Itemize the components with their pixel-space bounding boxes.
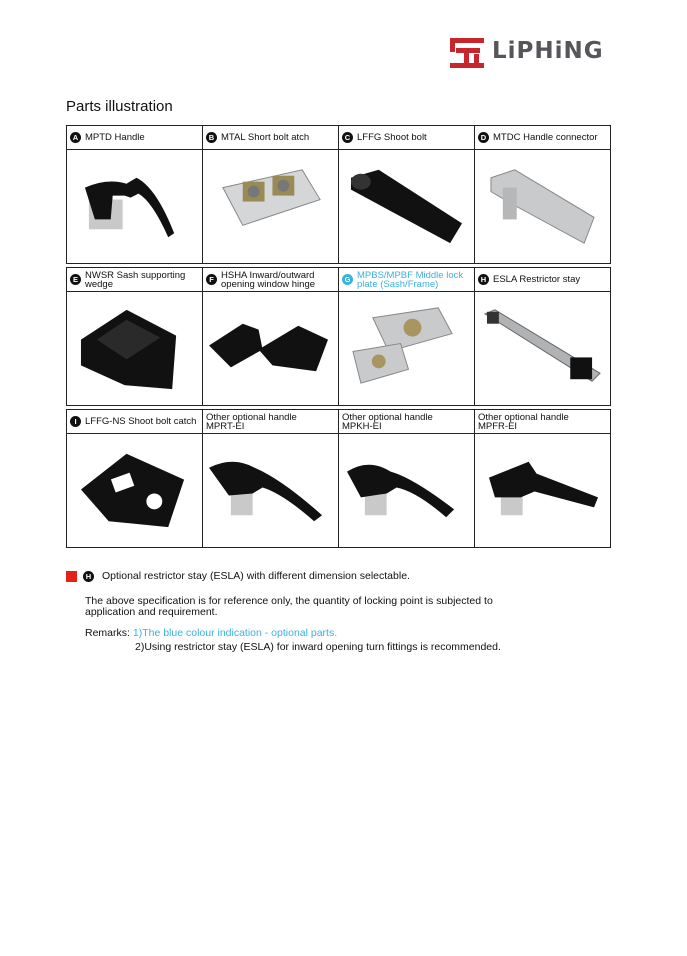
part-cell-mptd bbox=[67, 126, 203, 264]
part-cell-esla bbox=[475, 268, 611, 406]
part-code: MPFR-EI bbox=[478, 420, 518, 432]
part-cell-hsha bbox=[203, 268, 339, 406]
part-cell-mprt bbox=[203, 410, 339, 548]
shoot-bolt-catch-image bbox=[67, 432, 202, 547]
part-cell-mpbs bbox=[339, 268, 475, 406]
liphing-mark-icon bbox=[448, 36, 488, 70]
parts-grid-row-3 bbox=[66, 409, 611, 548]
part-label: LFFG Shoot bolt bbox=[357, 132, 427, 143]
short-bolt-catch-image bbox=[203, 148, 338, 263]
badge-d: D bbox=[478, 132, 489, 143]
middle-lock-plate-image bbox=[339, 290, 474, 405]
part-cell-lffg-ns bbox=[67, 410, 203, 548]
brand-logo bbox=[448, 36, 628, 70]
part-label: MTAL Short bolt atch bbox=[221, 132, 310, 143]
part-label: Other optional handle bbox=[478, 411, 569, 423]
handle-mprt-image bbox=[203, 432, 338, 547]
spec-line-1: The above specification is for reference only, the quantity of locking point is subjected to bbox=[85, 595, 493, 607]
part-cell-mtal bbox=[203, 126, 339, 264]
part-label: NWSR Sash supporting wedge bbox=[85, 269, 186, 290]
red-square-icon bbox=[66, 571, 77, 582]
part-label: ESLA Restrictor stay bbox=[493, 274, 581, 285]
badge-e: E bbox=[70, 274, 81, 285]
brand-name: LiPHiNG bbox=[492, 38, 604, 64]
handle-connector-image bbox=[475, 148, 610, 263]
part-label: MPTD Handle bbox=[85, 132, 145, 143]
handle-image bbox=[67, 148, 202, 263]
part-cell-lffg bbox=[339, 126, 475, 264]
hinge-image bbox=[203, 290, 338, 405]
part-label: MTDC Handle connector bbox=[493, 132, 598, 143]
handle-mpfr-image bbox=[475, 432, 610, 547]
part-cell-mpkh bbox=[339, 410, 475, 548]
badge-h-note: H bbox=[83, 571, 94, 582]
part-cell-mtdc bbox=[475, 126, 611, 264]
badge-h: H bbox=[478, 274, 489, 285]
restrictor-stay-image bbox=[475, 290, 610, 405]
sash-wedge-image bbox=[67, 290, 202, 405]
part-cell-nwsr bbox=[67, 268, 203, 406]
badge-a: A bbox=[70, 132, 81, 143]
parts-grid-row-2 bbox=[66, 267, 611, 406]
shoot-bolt-image bbox=[339, 148, 474, 263]
part-code: MPKH-EI bbox=[342, 420, 382, 432]
remark-2: 2)Using restrictor stay (ESLA) for inward opening turn fittings is recommended. bbox=[135, 641, 501, 653]
badge-f: F bbox=[206, 274, 217, 285]
remarks-line-1 bbox=[85, 628, 337, 639]
parts-grid-row-1 bbox=[66, 125, 611, 264]
spec-line-2: application and requirement. bbox=[85, 606, 218, 618]
remark-1: 1)The blue colour indication - optional parts. bbox=[132, 627, 338, 639]
remarks-label: Remarks: bbox=[85, 627, 130, 639]
note-text: Optional restrictor stay (ESLA) with different dimension selectable. bbox=[102, 570, 410, 582]
part-code: MPRT-EI bbox=[206, 420, 245, 432]
badge-b: B bbox=[206, 132, 217, 143]
badge-c: C bbox=[342, 132, 353, 143]
restrictor-note bbox=[66, 570, 410, 582]
part-label: HSHA Inward/outward opening window hinge bbox=[221, 269, 316, 290]
badge-g: G bbox=[342, 274, 353, 285]
part-label: Other optional handle bbox=[206, 411, 297, 423]
part-label: Other optional handle bbox=[342, 411, 433, 423]
page-title: Parts illustration bbox=[66, 98, 173, 115]
part-cell-mpfr bbox=[475, 410, 611, 548]
part-label: LFFG-NS Shoot bolt catch bbox=[85, 416, 197, 427]
part-label-optional: MPBS/MPBF Middle lock plate (Sash/Frame) bbox=[357, 269, 464, 290]
handle-mpkh-image bbox=[339, 432, 474, 547]
badge-i: I bbox=[70, 416, 81, 427]
